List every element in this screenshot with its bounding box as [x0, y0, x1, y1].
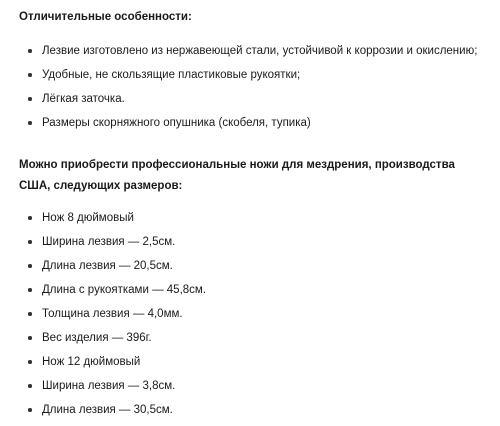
list-item-text: Толщина лезвия — 4,0мм.	[42, 308, 183, 320]
features-heading: Отличительные особенности:	[19, 11, 192, 23]
list-item-text: Нож 8 дюймовый	[42, 212, 134, 224]
list-item-text: Удобные, не скользящие пластиковые рукоятки;	[42, 69, 301, 81]
list-item-text: Длина лезвия — 20,5см.	[42, 260, 173, 272]
bullet-icon	[28, 408, 32, 412]
bullet-icon	[28, 264, 32, 268]
list-item-text: Вес изделия — 396г.	[42, 332, 152, 344]
bullet-icon	[28, 216, 32, 220]
bullet-icon	[28, 360, 32, 364]
list-item-text: Ширина лезвия — 2,5см.	[42, 236, 176, 248]
bullet-icon	[28, 73, 32, 77]
bullet-icon	[28, 121, 32, 125]
bullet-icon	[28, 384, 32, 388]
list-item-text: Ширина лезвия — 3,8см.	[42, 380, 176, 392]
list-item-text: Размеры скорняжного опушника (скобеля, тупика)	[42, 117, 311, 129]
list-item-text: Длина с рукоятками — 45,8см.	[42, 284, 207, 296]
bullet-icon	[28, 336, 32, 340]
sizes-heading: Можно приобрести профессиональные ножи для мездрения, производства США, следующих размеров:	[19, 159, 455, 192]
list-item-text: Лёгкая заточка.	[42, 93, 125, 105]
list-item-text: Лезвие изготовлено из нержавеющей стали, устойчивой к коррозии и окислению;	[42, 45, 478, 57]
bullet-icon	[28, 288, 32, 292]
bullet-icon	[28, 312, 32, 316]
list-item-text: Длина лезвия — 30,5см.	[42, 404, 173, 416]
bullet-icon	[28, 97, 32, 101]
bullet-icon	[28, 49, 32, 53]
bullet-icon	[28, 240, 32, 244]
list-item-text: Нож 12 дюймовый	[42, 356, 141, 368]
